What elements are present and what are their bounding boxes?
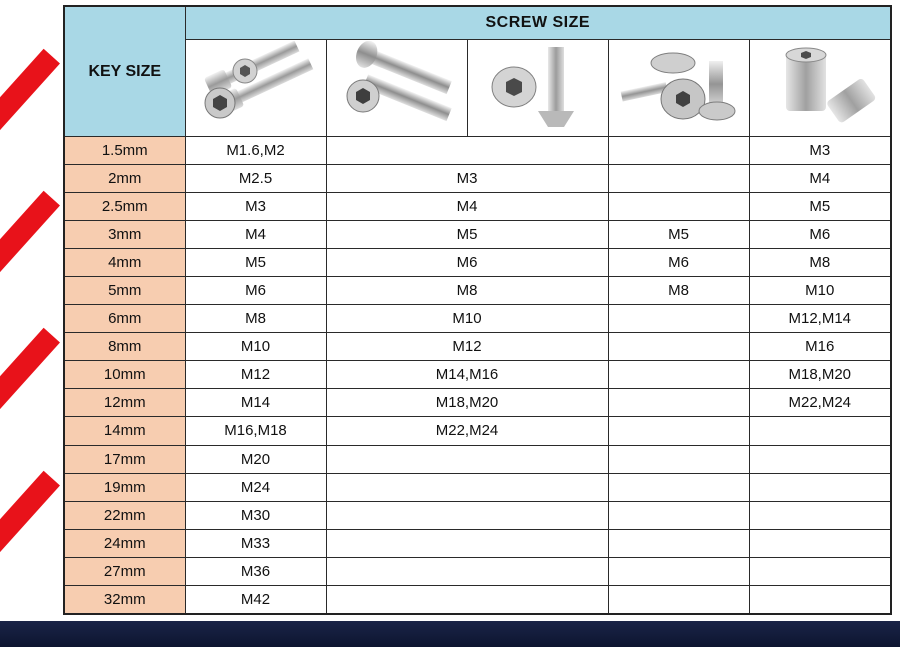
- set-screw-size-cell: M16: [749, 333, 891, 361]
- button-countersunk-size-cell: [326, 137, 608, 165]
- socket-head-size-cell: M6: [185, 277, 326, 305]
- key-size-cell: 24mm: [64, 529, 185, 557]
- red-stripe-decoration: [0, 191, 60, 287]
- button-head-screws-image: [326, 40, 467, 137]
- key-size-cell: 1.5mm: [64, 137, 185, 165]
- button-countersunk-size-cell: [326, 501, 608, 529]
- table-row: [64, 585, 891, 614]
- socket-head-size-cell: M33: [185, 529, 326, 557]
- table-row: [64, 277, 891, 305]
- table-row: [64, 305, 891, 333]
- key-size-cell: 3mm: [64, 221, 185, 249]
- flat-head-size-cell: M8: [608, 277, 749, 305]
- table-row: [64, 333, 891, 361]
- table-row: [64, 361, 891, 389]
- set-screw-size-cell: M6: [749, 221, 891, 249]
- flat-head-size-cell: [608, 557, 749, 585]
- key-size-cell: 27mm: [64, 557, 185, 585]
- flat-head-size-cell: M6: [608, 249, 749, 277]
- key-size-cell: 5mm: [64, 277, 185, 305]
- button-countersunk-size-cell: [326, 585, 608, 614]
- table-row: [64, 221, 891, 249]
- button-countersunk-size-cell: M12: [326, 333, 608, 361]
- socket-head-size-cell: M16,M18: [185, 417, 326, 445]
- button-countersunk-size-cell: [326, 557, 608, 585]
- red-stripe-decoration: [0, 471, 60, 567]
- flat-head-size-cell: [608, 445, 749, 473]
- key-size-screw-size-table: [63, 5, 892, 615]
- button-countersunk-size-cell: M18,M20: [326, 389, 608, 417]
- button-countersunk-size-cell: M5: [326, 221, 608, 249]
- key-size-cell: 10mm: [64, 361, 185, 389]
- set-screw-size-cell: M3: [749, 137, 891, 165]
- socket-head-size-cell: M14: [185, 389, 326, 417]
- table-row: [64, 417, 891, 445]
- socket-head-size-cell: M24: [185, 473, 326, 501]
- set-screw-size-cell: [749, 557, 891, 585]
- key-size-cell: 8mm: [64, 333, 185, 361]
- key-size-cell: 17mm: [64, 445, 185, 473]
- flat-head-size-cell: [608, 585, 749, 614]
- key-size-cell: 2.5mm: [64, 193, 185, 221]
- set-screw-size-cell: M18,M20: [749, 361, 891, 389]
- flat-head-size-cell: [608, 305, 749, 333]
- screw-size-header: SCREW SIZE: [185, 6, 891, 40]
- key-size-cell: 2mm: [64, 165, 185, 193]
- flat-head-size-cell: [608, 165, 749, 193]
- set-screw-size-cell: [749, 585, 891, 614]
- button-countersunk-size-cell: M4: [326, 193, 608, 221]
- key-size-header: KEY SIZE: [64, 6, 185, 137]
- red-stripe-decoration: [0, 49, 60, 145]
- button-countersunk-size-cell: [326, 445, 608, 473]
- flat-head-size-cell: [608, 361, 749, 389]
- socket-head-size-cell: M4: [185, 221, 326, 249]
- socket-head-size-cell: M2.5: [185, 165, 326, 193]
- button-countersunk-size-cell: [326, 473, 608, 501]
- socket-head-size-cell: M3: [185, 193, 326, 221]
- set-screw-size-cell: M8: [749, 249, 891, 277]
- flat-head-size-cell: [608, 333, 749, 361]
- socket-head-size-cell: M12: [185, 361, 326, 389]
- set-screw-size-cell: M4: [749, 165, 891, 193]
- set-screw-size-cell: M22,M24: [749, 389, 891, 417]
- button-countersunk-size-cell: M3: [326, 165, 608, 193]
- set-screw-size-cell: [749, 473, 891, 501]
- socket-head-cap-screws-image: [185, 40, 326, 137]
- socket-head-size-cell: M1.6,M2: [185, 137, 326, 165]
- flat-head-size-cell: [608, 417, 749, 445]
- flat-head-size-cell: M5: [608, 221, 749, 249]
- socket-head-size-cell: M42: [185, 585, 326, 614]
- table-row: [64, 249, 891, 277]
- flat-head-size-cell: [608, 193, 749, 221]
- button-countersunk-size-cell: M14,M16: [326, 361, 608, 389]
- socket-head-size-cell: M10: [185, 333, 326, 361]
- button-countersunk-size-cell: M22,M24: [326, 417, 608, 445]
- red-stripe-decoration: [0, 328, 60, 424]
- set-screws-image: [749, 40, 891, 137]
- key-size-cell: 12mm: [64, 389, 185, 417]
- set-screw-size-cell: [749, 529, 891, 557]
- set-screw-size-cell: [749, 501, 891, 529]
- table-row: [64, 137, 891, 165]
- socket-head-size-cell: M5: [185, 249, 326, 277]
- flat-head-size-cell: [608, 137, 749, 165]
- table-row: [64, 445, 891, 473]
- flat-head-size-cell: [608, 389, 749, 417]
- table-row: [64, 529, 891, 557]
- button-countersunk-size-cell: M6: [326, 249, 608, 277]
- socket-head-size-cell: M36: [185, 557, 326, 585]
- flat-head-size-cell: [608, 501, 749, 529]
- flat-head-size-cell: [608, 529, 749, 557]
- table-row: [64, 501, 891, 529]
- table-row: [64, 557, 891, 585]
- table-row: [64, 165, 891, 193]
- set-screw-size-cell: [749, 417, 891, 445]
- key-size-cell: 19mm: [64, 473, 185, 501]
- key-size-cell: 6mm: [64, 305, 185, 333]
- key-size-cell: 22mm: [64, 501, 185, 529]
- set-screw-size-cell: [749, 445, 891, 473]
- set-screw-size-cell: M12,M14: [749, 305, 891, 333]
- table-row: [64, 473, 891, 501]
- button-countersunk-size-cell: M10: [326, 305, 608, 333]
- flat-head-size-cell: [608, 473, 749, 501]
- flat-head-screws-image: [608, 40, 749, 137]
- key-size-cell: 14mm: [64, 417, 185, 445]
- set-screw-size-cell: M5: [749, 193, 891, 221]
- button-countersunk-size-cell: M8: [326, 277, 608, 305]
- bottom-bar: [0, 621, 900, 647]
- table-row: [64, 389, 891, 417]
- socket-head-size-cell: M8: [185, 305, 326, 333]
- socket-head-size-cell: M20: [185, 445, 326, 473]
- key-size-cell: 4mm: [64, 249, 185, 277]
- set-screw-size-cell: M10: [749, 277, 891, 305]
- table-row: [64, 193, 891, 221]
- button-countersunk-size-cell: [326, 529, 608, 557]
- countersunk-flat-head-screw-image: [467, 40, 608, 137]
- socket-head-size-cell: M30: [185, 501, 326, 529]
- key-size-cell: 32mm: [64, 585, 185, 614]
